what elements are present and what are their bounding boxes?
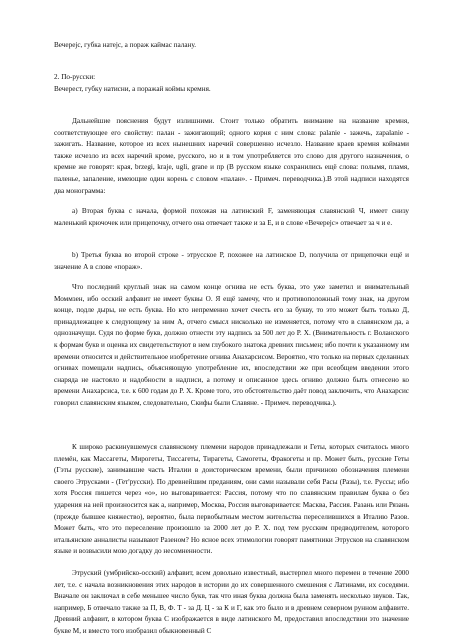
paragraph-tribes: К широко раскинувшемуся славянскому племени народов принадлежали и Геты, которых считалось много племён, как Массагеты, Мирогеты, Тиссагеты, Тирагеты, Самогеты, Фракогеты и пр. Может быть, русские Геты (Гэты русские), занимавшие часть Италии в доисторическом времени, были причиною обозначения племени своего Этрусками - (Гет'русски). По древнейшим преданиям, они сами называли себя Расы (Разы), т.е. Руссы; ибо хотя Россия пишется через «о», но выговаривается: Рассия, потому что по славянским правилам буква о без ударения на ней произносится как а, например, Москва, Россия выговаривается: Масква, Рассия. Разань или Рязань (прежде бывшее княжество), вероятно, была первобытным местом жительства переселившихся в Италию Разов. Может быть, что это переселение произошло за 2000 лет до Р. Х. под тем русским предводителем, которого итальянские анналисты называют Разеном? Но ясное всех этимологии говорят памятники Этрусков на славянском языке и возвысили мою догадку до несомненности. xyxy=(54,443,409,556)
paragraph-etruscan: Этруский (умбрийско-осский) алфавит, всем довольно известный, выстерпел много перемен в течение 2000 лет, т.е. с начала возникновения этих народов в истории до их совершенного смешения с Латинами, их соседями. Вначале он заключал в себе меньшее число букв, так что иная буква должна была заменять несколько звуков. Так, например, Б отвечало также за П, В, Ф. Т - за Д. Ц - за К и Г, как это было и в древнем северном рунном алфавите. Древний алфавит, в котором буква С изображается в виде латинского М, предоставил впоследствии это значение букве М, и вместо того изобразил обыкновенный С xyxy=(54,569,409,635)
paragraph-main: Дальнейшие пояснения будут излишними. Стоит только обратить внимание на название кремня, соответствующее его свойству: палан - зажигающий; одного корня с ним слова: palanie - зажечь, zapalanie - зажигать. Название, которое из всех нынешних наречий совершенно исчезло. Название краев кремня коймами также исчезло из всех наречий кроме, русского, но и в том употребляется это слово для другого назначения, о кремне же говорят: края, brzegi, kraje, ugli, grane и пр (В русском языке сохранились ещё слова: полымя, пламя, паленье, запаление, имеющие один корень с словом «палан». - Примеч. переводчика.).В этой надписи находятся два монограмма: xyxy=(54,117,409,195)
section-translation: Вечерест, губку натисни, а поражай коймы кремня. xyxy=(54,85,211,93)
paragraph-b: b) Третья буква во второй строке - этрусское Р, похожее на латинское D, получила от прицепочки ещё и значение А в слове «пораж». xyxy=(54,251,409,271)
paragraph-round-sign: Что последний круглый знак на самом конце огнива не есть буква, это уже заметил и внимательный Моммзен, ибо осский алфавит не имеет буквы О. Я ещё замечу, что и противоположный тому знак, на другом конце, подле дыры, не есть буква. Но кто непременно хочет счесть его за букву, то это может быть только Д, принадлежащее к следующему за ним А, отчего смысл нисколько не изменяется, потому что в славянском да, а однозначущи. Судя по форме букв, должно отнести эту надпись за 500 лет до Р. Х. (Внимательность г. Воланского к формам букв и оценка их свидетельствуют в нем глубокого знатока древних письмен; ибо почти к указанному им времени относится и действительное изобретение огнива Анахарсисом. Вероятно, что только на первых сделанных огнивах помещали надпись, объясняющую употребление их, впоследствии же при всеобщем введении этого снаряда не настояло и надобности в надписи, а потому и описанное здесь огниво должно быть отнесено ко времени Анахарсиса, т.е. к 600 годам до Р. Х. Кроме того, это обстоятельство даёт повод заключить, что Анахарсис говорил славянским языком, следовательно, Скифы были Славяне. - Примеч. переводчика.). xyxy=(54,283,409,407)
paragraph-a: а) Вторая буква с начала, формой похожая на латинский F, заменяющая славянский Ч, имеет снизу маленький крючочек или прицепочку, отчего она отвечает также и за Е, и в слове «Вечерејс» отвечает за ч и е. xyxy=(54,207,409,227)
section-heading: 2. По-русски: xyxy=(54,73,96,81)
verse-line: Вечерејс, губка натејс, а пораж каймас палану. xyxy=(54,41,197,49)
